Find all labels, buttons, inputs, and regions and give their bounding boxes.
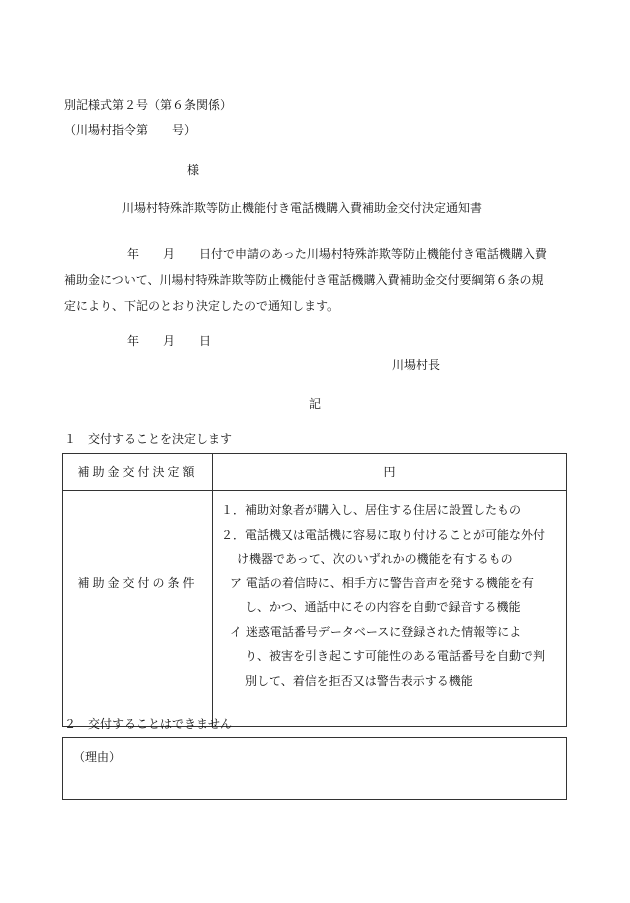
body-line-3: 定により、下記のとおり決定したので通知します。	[64, 299, 340, 313]
reason-box	[62, 737, 567, 800]
table-row-divider	[63, 490, 566, 491]
body-line-1: 年 月 日付で申請のあった川場村特殊詐欺等防止機能付き電話機購入費	[127, 247, 547, 261]
condition-line: ２．電話機又は電話機に容易に取り付けることが可能な外付	[221, 528, 546, 542]
condition-line: ア 電話の着信時に、相手方に警告音声を発する機能を有	[230, 576, 534, 590]
amount-label: 補助金交付決定額	[77, 465, 198, 479]
section1-heading: １ 交付することを決定します	[64, 432, 233, 446]
ki-heading: 記	[309, 397, 322, 411]
condition-line: し、かつ、通話中にその内容を自動で録音する機能	[245, 600, 521, 614]
body-line-2: 補助金について、川場村特殊詐欺等防止機能付き電話機購入費補助金交付要綱第６条の規	[64, 273, 544, 287]
addressee-suffix: 様	[187, 163, 200, 177]
form-number: 別記様式第２号（第６条関係）	[64, 98, 233, 112]
condition-line: 別して、着信を拒否又は警告表示する機能	[245, 674, 473, 688]
condition-line: り、被害を引き起こす可能性のある電話番号を自動で判	[245, 649, 546, 663]
amount-value: 円	[383, 465, 396, 479]
document-title: 川場村特殊詐欺等防止機能付き電話機購入費補助金交付決定通知書	[122, 201, 483, 215]
designation-number: （川場村指令第 号）	[64, 123, 197, 137]
notice-date: 年 月 日	[127, 334, 212, 348]
condition-line: け機器であって、次のいずれかの機能を有するもの	[237, 552, 513, 566]
issuer-name: 川場村長	[392, 358, 441, 372]
section2-heading: ２ 交付することはできません	[64, 717, 233, 731]
decision-table	[62, 453, 567, 727]
table-column-divider	[212, 454, 213, 726]
condition-line: イ 迷惑電話番号データベースに登録された情報等によ	[230, 625, 522, 639]
conditions-label: 補助金交付の条件	[77, 576, 198, 590]
reason-label: （理由）	[73, 750, 122, 764]
condition-line: １．補助対象者が購入し、居住する住居に設置したもの	[221, 503, 522, 517]
